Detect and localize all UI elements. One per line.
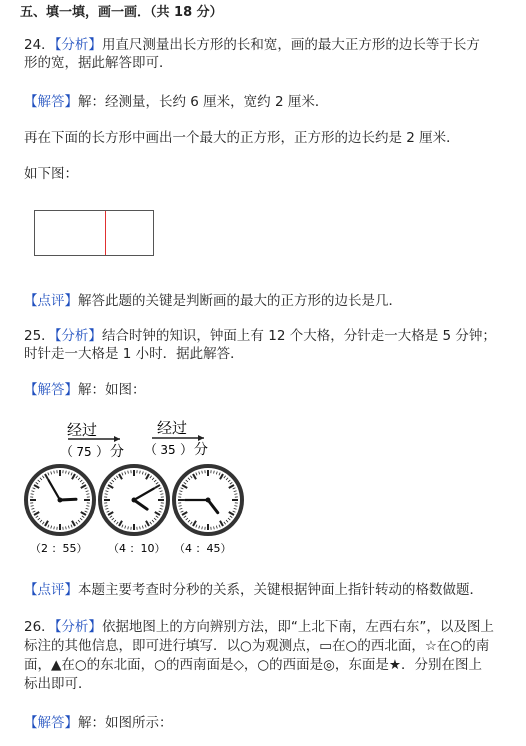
q24-step3: 如下图： — [24, 166, 78, 182]
clock-center-pin — [206, 498, 211, 503]
q26-analysis-line3: 面，▲在○的东北面，○的西南面是◇，○的西面是◎，东面是★．分别在图上 — [24, 657, 482, 673]
q24-analysis-line2: 形的宽，据此解答即可． — [24, 55, 173, 71]
clocks-figure — [24, 414, 264, 564]
q24-answer-tag: 【解答】 — [24, 94, 78, 110]
elapsed-label-1: 经过 — [66, 421, 98, 439]
clock-face-1 — [26, 466, 94, 534]
elapsed-value-2: 35 — [160, 443, 176, 457]
q24-comment-line — [24, 292, 402, 310]
q26-analysis-line1 — [24, 618, 494, 636]
q26-answer-line — [24, 714, 173, 732]
q24-analysis-text1: 用直尺测量出长方形的长和宽，画的最大正方形的边长等于长方 — [101, 37, 480, 53]
time-label-3: （4 ：45） — [174, 542, 232, 555]
clock-center-pin — [132, 498, 137, 503]
elapsed-label-2: 经过 — [156, 419, 188, 437]
q25-answer-tag: 【解答】 — [24, 382, 78, 398]
q25-analysis-text1: 结合时钟的知识，钟面上有 12 个大格，分针走一大格是 5 分钟； — [101, 328, 496, 344]
clock-face-3 — [174, 466, 242, 534]
q25-analysis-line2: 时针走一大格是 1 小时．据此解答． — [24, 346, 244, 362]
q26-analysis-text1: 依据地图上的方向辨别方法，即“上北下南，左西右东”，以及图上 — [101, 619, 494, 635]
time-label-1: （2 ：55） — [30, 542, 88, 555]
svg-text:）: ） — [96, 445, 110, 460]
q24-answer-line — [24, 93, 328, 111]
q24-comment-text: 解答此题的关键是判断画的最大的正方形的边长是几． — [78, 293, 402, 309]
svg-text:（: （ — [60, 445, 74, 460]
time-label-2: （4 ：10） — [108, 542, 166, 555]
q25-number: 25． — [24, 328, 55, 344]
q25-answer-text: 解：如图： — [78, 382, 146, 398]
svg-text:）: ） — [180, 443, 194, 458]
q25-comment-tag: 【点评】 — [24, 582, 78, 598]
q26-answer-tag: 【解答】 — [24, 715, 78, 731]
q26-analysis-tag: 【分析】 — [54, 619, 102, 635]
elapsed-value-1: 75 — [76, 445, 92, 459]
q25-comment-line — [24, 581, 483, 599]
svg-text:（: （ — [144, 443, 158, 458]
q24-step2: 再在下面的长方形中画出一个最大的正方形，正方形的边长约是 2 厘米． — [24, 130, 460, 146]
q25-answer-line — [24, 381, 146, 399]
q24-comment-tag: 【点评】 — [24, 293, 78, 309]
arrowhead-2-icon — [198, 435, 204, 441]
q25-analysis-tag: 【分析】 — [54, 328, 102, 344]
q24-answer-text: 解：经测量，长约 6 厘米，宽约 2 厘米． — [78, 94, 329, 110]
clock-face-2 — [100, 466, 168, 534]
rectangle-figure — [34, 210, 154, 256]
q25-analysis-line1 — [24, 327, 496, 345]
arrowhead-1-icon — [114, 436, 120, 442]
q25-comment-text: 本题主要考查时分秒的关系，关键根据钟面上指针转动的格数做题． — [78, 582, 483, 598]
q26-analysis-line4: 标出即可． — [24, 676, 92, 692]
q24-number: 24． — [24, 37, 55, 53]
q26-analysis-line2: 标注的其他信息，即可进行填写．以○为观测点，▭在○的西北面，☆在○的南 — [24, 638, 490, 654]
q24-analysis-tag: 【分析】 — [54, 37, 102, 53]
section-heading: 五、填一填，画一画．（共 18 分） — [20, 5, 223, 20]
square-divider-line — [105, 211, 106, 255]
minutes-unit-1: 分 — [110, 444, 124, 460]
clock-center-pin — [58, 498, 63, 503]
q24-analysis-line1 — [24, 36, 480, 54]
q26-number: 26． — [24, 619, 55, 635]
q26-answer-text: 解：如图所示： — [78, 715, 173, 731]
minutes-unit-2: 分 — [194, 442, 208, 458]
